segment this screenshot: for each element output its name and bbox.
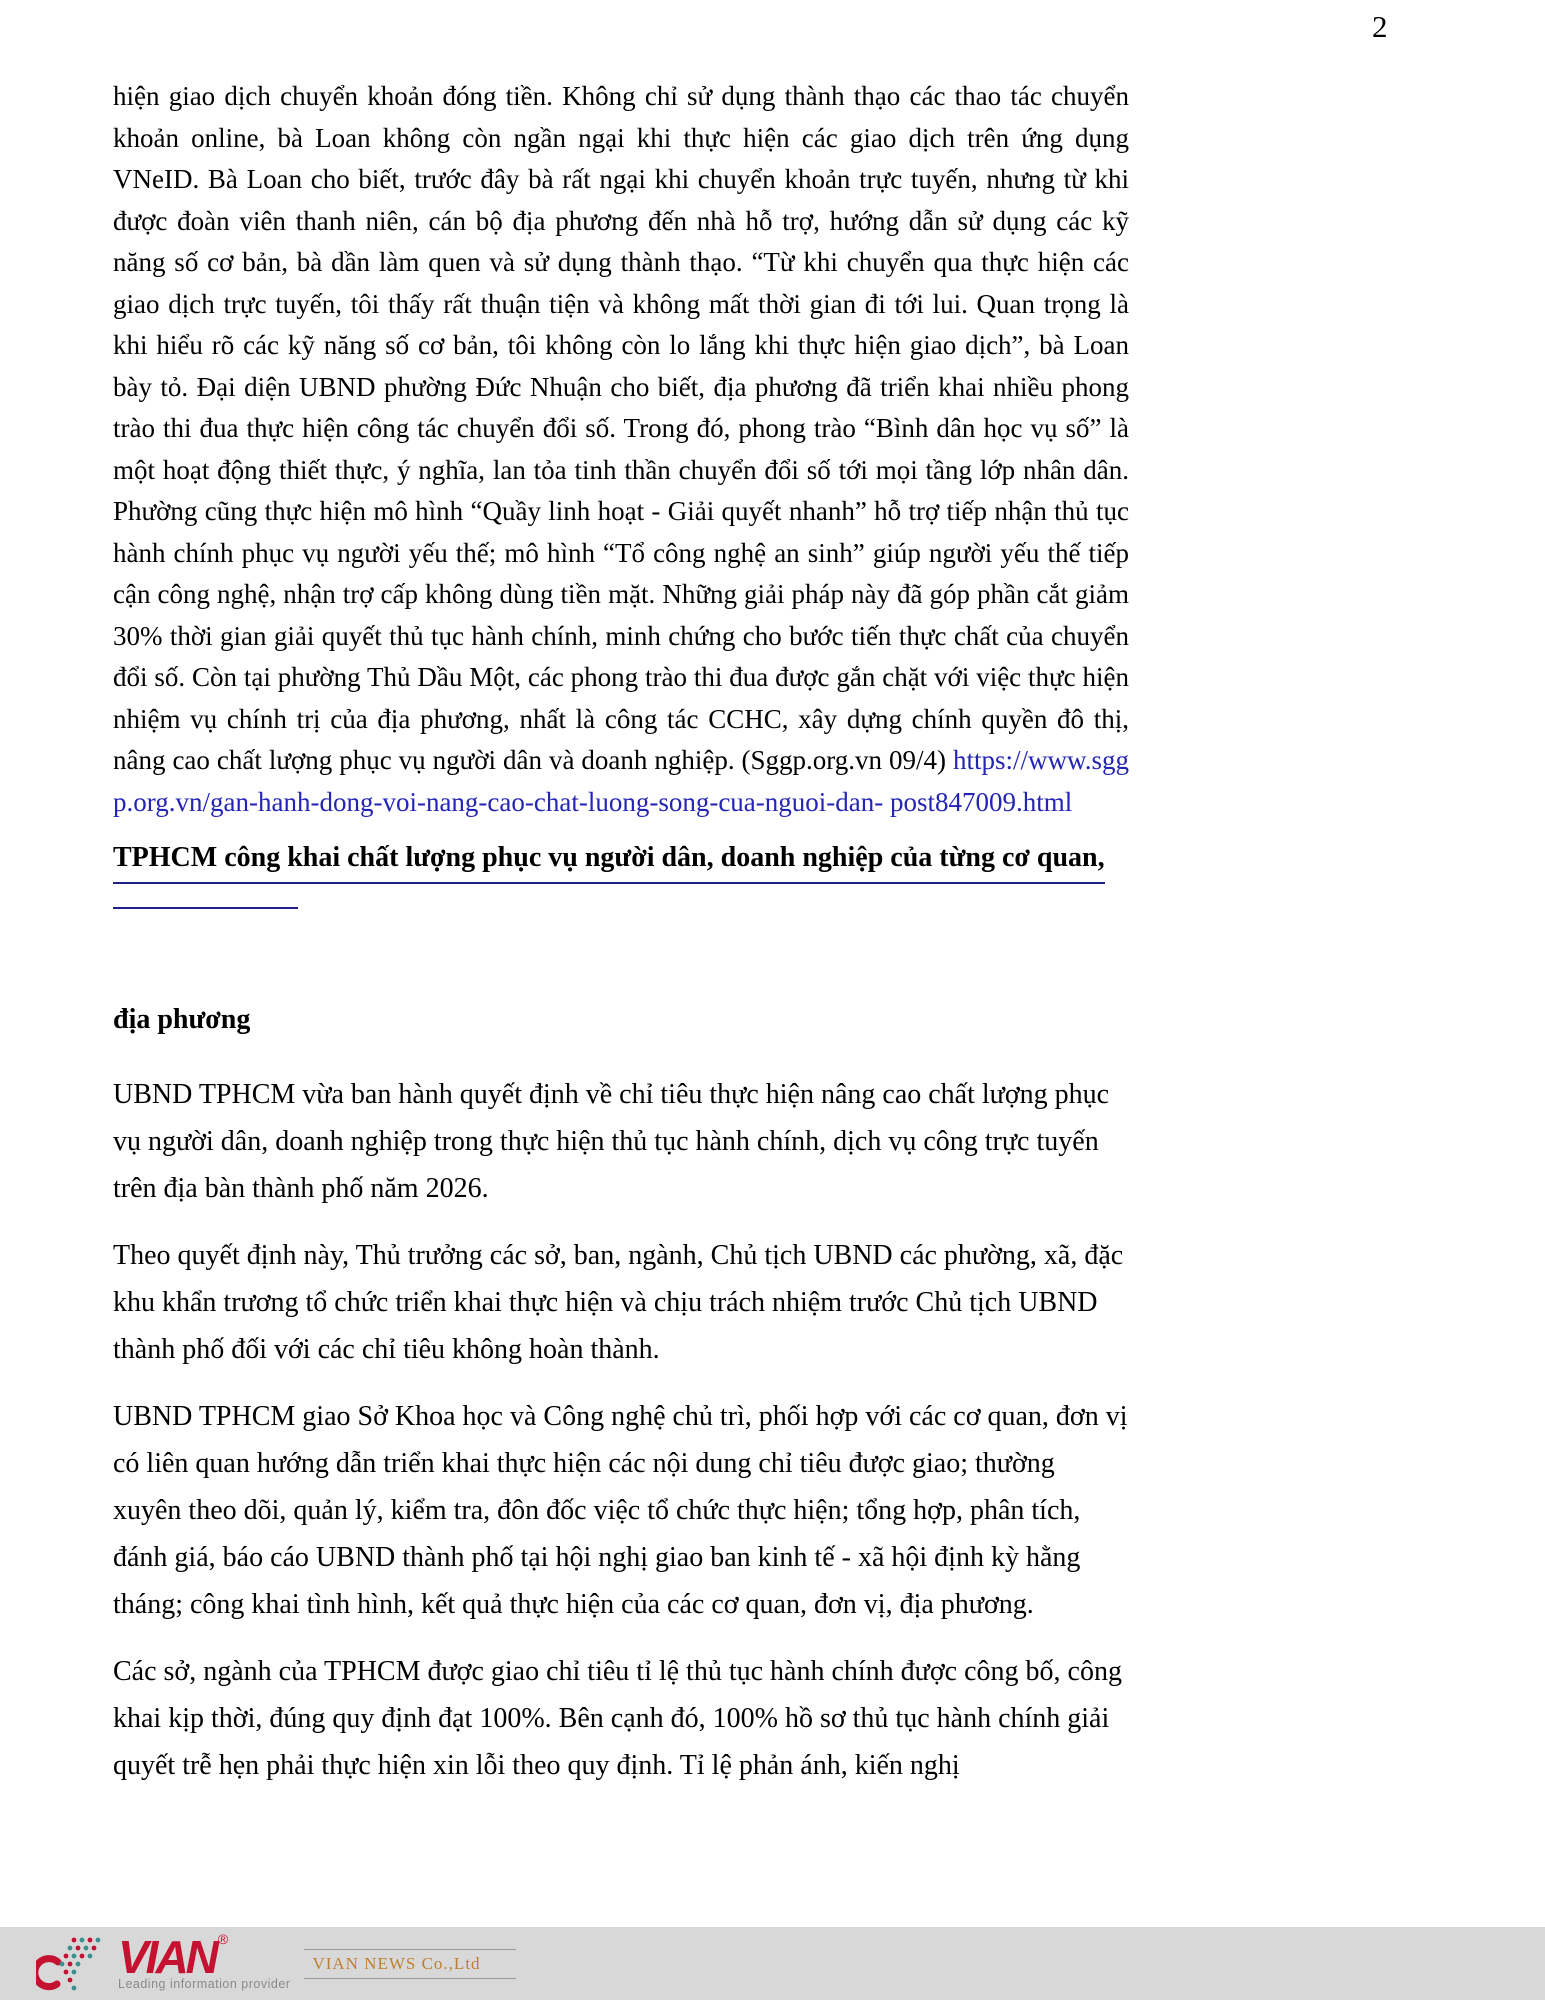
footer-bar: [0, 1927, 1545, 2000]
article1-body-text: hiện giao dịch chuyển khoản đóng tiền. Không chỉ sử dụng thành thạo các thao tác chuyển khoản online, bà Loan không còn ngần ngại khi thực hiện các giao dịch trên ứng dụng VNeID. Bà Loan cho biết, trước đây bà rất ngại khi chuyển khoản trực tuyến, nhưng từ khi được đoàn viên thanh niên, cán bộ địa phương đến nhà hỗ trợ, hướng dẫn sử dụng các kỹ năng số cơ bản, bà dần làm quen và sử dụng thành thạo. “Từ khi chuyển qua thực hiện các giao dịch trực tuyến, tôi thấy rất thuận tiện và không mất thời gian đi tới lui. Quan trọng là khi hiểu rõ các kỹ năng số cơ bản, tôi không còn lo lắng khi thực hiện giao dịch”, bà Loan bày tỏ. Đại diện UBND phường Đức Nhuận cho biết, địa phương đã triển khai nhiều phong trào thi đua thực hiện công tác chuyển đổi số. Trong đó, phong trào “Bình dân học vụ số” là một hoạt động thiết thực, ý nghĩa, lan tỏa tinh thần chuyển đổi số tới mọi tầng lớp nhân dân. Phường cũng thực hiện mô hình “Quầy linh hoạt - Giải quyết nhanh” hỗ trợ tiếp nhận thủ tục hành chính phục vụ người yếu thế; mô hình “Tổ công nghệ an sinh” giúp người yếu thế tiếp cận công nghệ, nhận trợ cấp không dùng tiền mặt. Những giải pháp này đã góp phần cắt giảm 30% thời gian giải quyết thủ tục hành chính, minh chứng cho bước tiến thực chất của chuyển đổi số. Còn tại phường Thủ Dầu Một, các phong trào thi đua được gắn chặt với việc thực hiện nhiệm vụ chính trị của địa phương, nhất là công tác CCHC, xây dựng chính quyền đô thị, nâng cao chất lượng phục vụ người dân và doanh nghiệp. (Sggp.org.vn 09/4): [113, 81, 1129, 775]
vian-company-name: VIAN NEWS Co.,Ltd: [312, 1953, 481, 1973]
article2-heading-line2: địa phương: [113, 1004, 251, 1035]
article1-source-link[interactable]: https://www.sggp.org.vn/gan-hanh-dong-voi-nang-cao-chat-luong-song-cua-nguoi-dan- post847009.html: [113, 745, 1129, 817]
vian-logo: [36, 1932, 516, 1996]
article2-paragraph-3: UBND TPHCM giao Sở Khoa học và Công nghệ chủ trì, phối hợp với các cơ quan, đơn vị có liên quan hướng dẫn triển khai thực hiện các nội dung chỉ tiêu được giao; thường xuyên theo dõi, quản lý, kiểm tra, đôn đốc việc tổ chức thực hiện; tổng hợp, phân tích, đánh giá, báo cáo UBND thành phố tại hội nghị giao ban kinh tế - xã hội định kỳ hằng tháng; công khai tình hình, kết quả thực hiện của các cơ quan, đơn vị, địa phương.: [113, 1401, 1128, 1620]
article1-paragraph: [113, 76, 1129, 823]
page-content: [113, 76, 1129, 1921]
article2-heading-line1: TPHCM công khai chất lượng phục vụ người dân, doanh nghiệp của từng cơ quan,: [113, 837, 1129, 879]
registered-trademark-icon: ®: [217, 1930, 229, 1947]
page-number: 2: [1372, 9, 1388, 44]
vian-company-block: [304, 1949, 516, 1979]
empty-underline-rule: [113, 907, 298, 909]
article2-paragraph-4: Các sở, ngành của TPHCM được giao chỉ tiêu tỉ lệ thủ tục hành chính được công bố, công khai kịp thời, đúng quy định đạt 100%. Bên cạnh đó, 100% hồ sơ thủ tục hành chính giải quyết trễ hẹn phải thực hiện xin lỗi theo quy định. Tỉ lệ phản ánh, kiến nghị: [113, 1656, 1122, 1781]
vian-logo-tagline: Leading information provider: [118, 1976, 291, 1991]
vian-logo-mark-icon: [36, 1932, 124, 1996]
vian-logo-wordmark: VIAN: [118, 1930, 216, 1983]
article2-paragraph-1: UBND TPHCM vừa ban hành quyết định về chỉ tiêu thực hiện nâng cao chất lượng phục vụ người dân, doanh nghiệp trong thực hiện thủ tục hành chính, dịch vụ công trực tuyến trên địa bàn thành phố năm 2026.: [113, 1079, 1110, 1204]
article2-paragraph-2: Theo quyết định này, Thủ trưởng các sở, ban, ngành, Chủ tịch UBND các phường, xã, đặc khu khẩn trương tổ chức triển khai thực hiện và chịu trách nhiệm trước Chủ tịch UBND thành phố đối với các chỉ tiêu không hoàn thành.: [113, 1240, 1124, 1365]
vian-logo-text-block: [118, 1930, 291, 1991]
